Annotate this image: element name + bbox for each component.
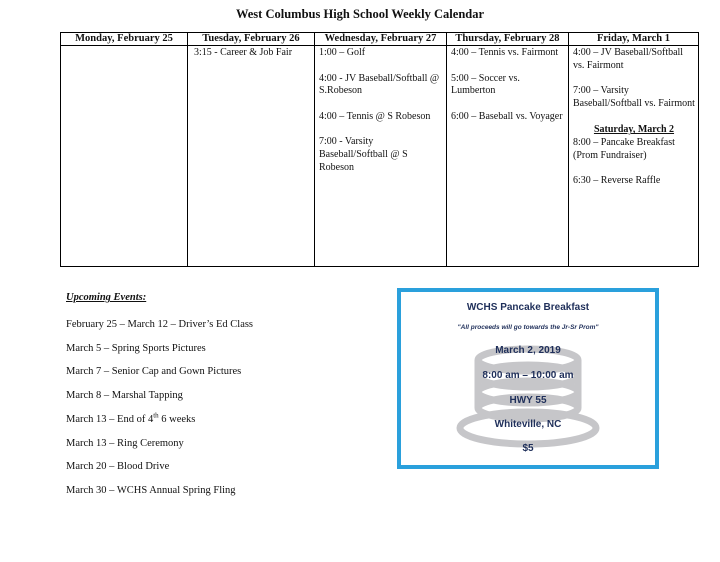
calendar-events-row [61, 46, 699, 267]
friday-event: 4:00 – JV Baseball/Softball vs. Fairmont [573, 47, 684, 71]
monday-cell [61, 46, 188, 267]
header-wednesday: Wednesday, February 27 [315, 33, 447, 46]
flyer-city: Whiteville, NC [494, 419, 562, 430]
upcoming-event-item: March 8 – Marshal Tapping [66, 390, 183, 402]
ordinal-suffix: th [153, 411, 159, 420]
pancake-breakfast-flyer [397, 288, 659, 469]
tuesday-cell [188, 46, 315, 267]
page-title: West Columbus High School Weekly Calendar [235, 7, 485, 21]
thursday-event: 4:00 – Tennis vs. Fairmont [451, 47, 559, 58]
upcoming-event-item: February 25 – March 12 – Driver’s Ed Class [66, 319, 254, 330]
saturday-event: 8:00 – Pancake Breakfast (Prom Fundraiser) [573, 136, 675, 161]
friday-event: 7:00 – Varsity Baseball/Softball vs. Fairmont [573, 85, 695, 109]
upcoming-events [66, 291, 253, 503]
flyer-subtitle: "All proceeds will go towards the Jr-Sr Prom" [457, 324, 599, 331]
thursday-cell [447, 46, 569, 267]
saturday-event: 6:30 – Reverse Raffle [573, 175, 661, 187]
header-monday: Monday, February 25 [61, 33, 188, 46]
flyer-time: 8:00 am – 10:00 am [482, 370, 574, 381]
upcoming-events-heading: Upcoming Events: [66, 292, 147, 303]
upcoming-event-item: March 30 – WCHS Annual Spring Fling [66, 484, 236, 496]
upcoming-event-item: March 13 – Ring Ceremony [66, 437, 184, 449]
tuesday-event: 3:15 - Career & Job Fair [194, 47, 293, 58]
header-tuesday: Tuesday, February 26 [188, 33, 315, 46]
upcoming-event-item [66, 408, 253, 432]
upcoming-event-item: March 20 – Blood Drive [66, 461, 170, 473]
header-thursday: Thursday, February 28 [447, 33, 569, 46]
flyer-price: $5 [522, 443, 534, 454]
upcoming-event-item: March 7 – Senior Cap and Gown Pictures [66, 366, 242, 378]
wednesday-event: 7:00 - Varsity Baseball/Softball @ S Robeson [319, 136, 408, 173]
flyer-date: March 2, 2019 [495, 345, 561, 356]
friday-cell [569, 46, 699, 267]
saturday-heading: Saturday, March 2 [593, 124, 675, 136]
calendar-header-row [61, 33, 699, 46]
wednesday-cell [315, 46, 447, 267]
upcoming-event-item: March 5 – Spring Sports Pictures [66, 342, 206, 354]
thursday-event: 6:00 – Baseball vs. Voyager [451, 110, 563, 122]
thursday-event: 5:00 – Soccer vs. Lumberton [451, 72, 520, 97]
header-friday: Friday, March 1 [569, 33, 699, 46]
wednesday-event: 1:00 – Golf [319, 47, 366, 58]
wednesday-event: 4:00 – Tennis @ S Robeson [319, 110, 431, 122]
upcoming-event-text: March 13 – End of 4 [66, 413, 154, 425]
wednesday-event: 4:00 - JV Baseball/Softball @ S.Robeson [319, 72, 440, 97]
flyer-title: WCHS Pancake Breakfast [466, 302, 590, 313]
flyer-road: HWY 55 [509, 395, 547, 406]
weekly-calendar-table [60, 32, 699, 267]
upcoming-event-text-tail: 6 weeks [158, 413, 196, 425]
